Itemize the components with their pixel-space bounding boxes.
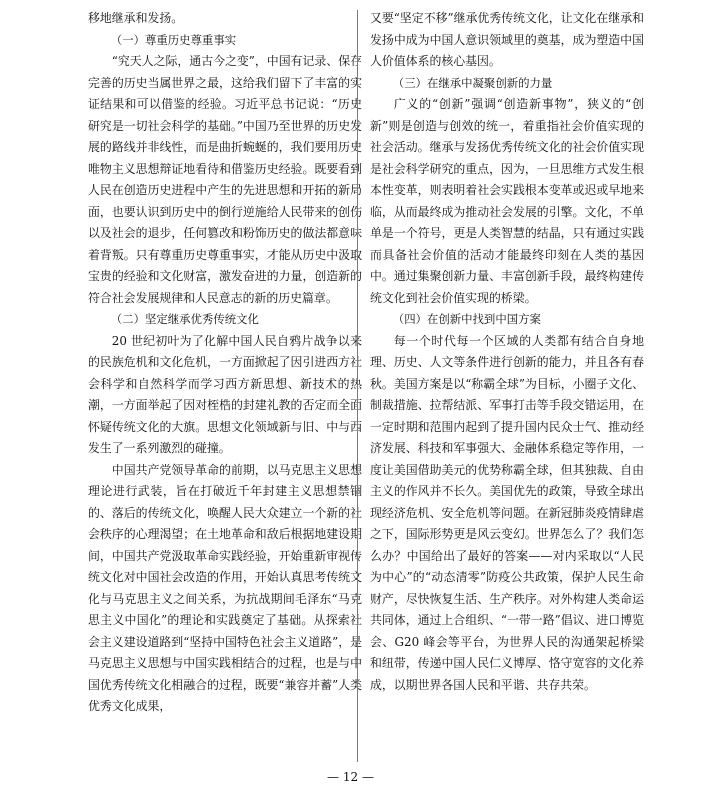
section-2-paragraph-1: 20 世纪初叶为了化解中国人民自鸦片战争以来的民族危机和文化危机，一方面掀起了因引进西方社会科学和自然科学而学习西方新思想、新技术的热潮，一方面举起了因对桎梏的封建礼教的否定而全面怀疑传统文化的大旗。思想文化领域新与旧、中与西发生了一系列激烈的碰撞。 <box>88 333 362 455</box>
section-2-paragraph-2: 中国共产党领导革命的前期，以马克思主义思想理论进行武装，旨在打破近千年封建主义思想禁锢的、落后的传统文化，唤醒人民大众建立一个新的社会秩序的心理渴望；在土地革命和敌后根据地建设期间，中国共产党汲取革命实践经验，开始重新审视传统文化对中国社会改造的作用，开始认真思考传统文化与马克思主义之间关系，为抗战期间毛泽东“马克思主义中国化”的理论和实践奠定了基础。从探索社会主义建设道路到“坚持中国特色社会主义道路”，是马克思主义思想与中国实践相结合的过程，也是与中国优秀传统文化相融合的过程，既要“兼容并蓄”人类优秀文化成果， <box>88 462 362 713</box>
section-4-heading: （四）在创新中找到中国方案 <box>392 312 541 326</box>
section-3-paragraph: 广义的“创新”强调“创造新事物”，狭义的“创新”则是创造与创效的统一，着重指社会价值实现的社会活动。继承与发扬优秀传统文化的社会价值实现是社会科学研究的重点，因为，一旦思维方式发生根本性变革，则表明着社会实践根本变革或迟或早地来临，从而最终成为推动社会发展的引擎。文化，不单单是一个符号，更是人类智慧的结晶，只有通过实践而具备社会价值的活动才能最终印刻在人类的基因中。通过集聚创新力量、丰富创新手段，最终构建传统文化到社会价值实现的桥梁。 <box>370 97 644 305</box>
section-4-paragraph: 每一个时代每一个区域的人类都有结合自身地理、历史、人文等条件进行创新的能力，并且各有春秋。美国方案是以“称霸全球”为目标，小圈子文化、制裁措施、拉帮结派、军事打击等手段交错运用，在一定时期和范围内起到了提升国内民众士气、推动经济发展、科技和军事强大、金融体系稳定等作用，一度让美国借助美元的优势称霸全球，但其独裁、自由主义的作风并不长久。美国优先的政策，导致全球出现经济危机、安全危机等问题。在新冠肺炎疫情肆虐之下，国际形势更是风云变幻。世界怎么了？我们怎么办？中国给出了最好的答案——对内采取以“人民为中心”的“动态清零”防疫公共政策，保护人民生命财产，尽快恢复生活、生产秩序。对外构建人类命运共同体，通过上合组织、“一带一路”倡议、进口博览会、G20 峰会等平台，为世界人民的沟通架起桥梁和纽带，传递中国人民仁义博厚、恪守宽容的文化养成，以期世界各国人民和平谐、共存共荣。 <box>370 333 644 692</box>
section-1-paragraph: “究天人之际，通古今之变”，中国有记录、保存完善的历史当属世界之最，这给我们留下了丰富的实证结果和可以借鉴的经验。习近平总书记说：“历史研究是一切社会科学的基础。”中国乃至世界的历史发展的路线并非线性，而是曲折蜿蜒的，我们要用历史唯物主义思想辩证地看待和借鉴历史经验。既要看到人民在创造历史进程中产生的先进思想和开拓的新局面，也要认识到历史中的倒行逆施给人民带来的创伤以及社会的退步，任何篡改和粉饰历史的做法都意味着背叛。只有尊重历史尊重事实，才能从历史中汲取宝贵的经验和文化财富，激发奋进的力量，创造新的符合社会发展规律和人民意志的新的历史篇章。 <box>88 54 362 305</box>
column-divider <box>357 10 358 762</box>
page-footer <box>0 770 701 784</box>
left-continuation-text: 移地继承和发扬。 <box>88 11 184 25</box>
section-1-heading: （一）尊重历史尊重事实 <box>110 32 237 47</box>
section-2-heading: （二）坚定继承优秀传统文化 <box>110 312 259 326</box>
right-column <box>370 8 644 696</box>
right-continuation-text: 又要“坚定不移”继承优秀传统文化，让文化在继承和发扬中成为中国人意识领域里的奠基，成为塑造中国人价值体系的核心基因。 <box>370 11 644 68</box>
left-column <box>88 8 362 718</box>
page-number: — 12 — <box>327 770 374 784</box>
section-3-heading: （三）在继承中凝聚创新的力量 <box>392 75 553 90</box>
